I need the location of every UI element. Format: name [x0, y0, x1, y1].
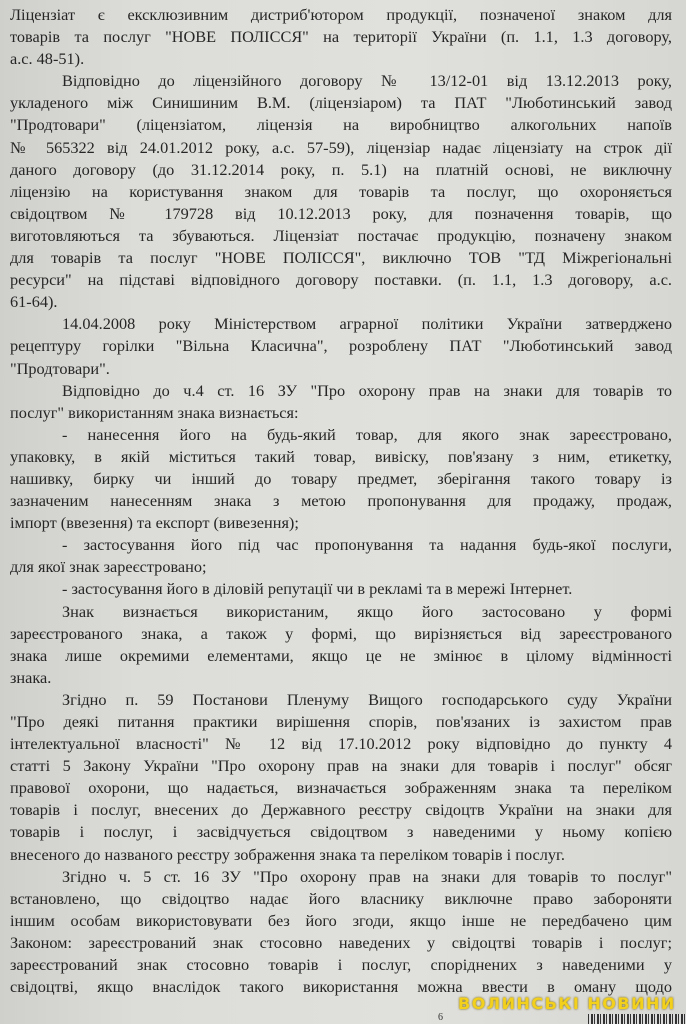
text-line: укладеного між Синишиним В.М. (ліцензіаром) та ПАТ "Люботинський завод	[10, 93, 672, 113]
text-line: іншим особам використовувати без його згоди, якщо інше не передбачено цим	[10, 910, 672, 930]
paragraph	[10, 424, 672, 534]
text-line: зареєстрований знак стосовно товарів і послуг, споріднених з наведеними у	[10, 955, 672, 975]
text-line: упаковку, в якій міститься такий товар, вивіску, пов'язану з ним, етикетку,	[10, 446, 672, 466]
text-line: - нанесення його на будь-який товар, для якого знак зареєстровано,	[62, 424, 672, 444]
text-line: товарів і послуг, внесених до Державного реєстру свідоцтв України на знаки для	[10, 800, 672, 820]
document-body	[10, 4, 672, 998]
text-line: інтелектуальної власності" № 12 від 17.10.2012 року відповідно до пункту 4	[10, 734, 672, 754]
text-line: для якої знак зареєстровано;	[10, 557, 207, 577]
text-line: Згідно ч. 5 ст. 16 ЗУ "Про охорону прав на знаки для товарів то послуг"	[62, 866, 672, 886]
text-line: нашивку, бирку чи інший до товару предмет, зберігання такого товару із	[10, 468, 672, 488]
text-line: знака лише окремими елементами, якщо це не змінює в цілому відмінності	[10, 645, 672, 665]
text-line: свідоцтвом № 179728 від 10.12.2013 року, для позначення товарів, що	[10, 203, 672, 223]
text-line: Згідно п. 59 Постанови Пленуму Вищого господарського суду України	[62, 689, 672, 709]
text-line: для товарів та послуг "НОВЕ ПОЛІССЯ", виключно ТОВ "ТД Міжрегіональні	[10, 248, 672, 268]
text-line: Відповідно до ліцензійного договору № 13/12-01 від 13.12.2013 року,	[62, 71, 672, 91]
text-line: ліцензію на користування знаком для товарів та послуг, що охороняється	[10, 181, 672, 201]
text-line: а.с. 48-51).	[10, 49, 85, 69]
paragraph	[10, 70, 672, 313]
text-line: - застосування його під час пропонування та надання будь-якої послуги,	[62, 535, 672, 555]
text-line: товарів та послуг "НОВЕ ПОЛІССЯ" на території України (п. 1.1, 1.3 договору,	[10, 27, 672, 47]
text-line: зазначеним нанесенням знака з метою пропонування для продажу, продаж,	[10, 491, 672, 511]
paragraph	[10, 534, 672, 578]
page-number: 6	[438, 1012, 443, 1023]
text-line: Знак визнається використаним, якщо його застосовано у формі	[62, 601, 672, 621]
text-line: рецептуру горілки "Вільна Класична", розроблену ПАТ "Люботинський завод	[10, 336, 672, 356]
paragraph	[10, 313, 672, 379]
text-line: 14.04.2008 року Міністерством аграрної політики України затверджено	[62, 314, 672, 334]
text-line: ресурси" на підставі відповідного договору поставки. (п. 1.1, 1.3 договору, а.с.	[10, 270, 672, 290]
text-line: даного договору (до 31.12.2014 року, п. 5.1) на платній основі, не виключну	[10, 159, 672, 179]
text-line: внесеного до названого реєстру зображення знака та переліком товарів і послуг.	[10, 844, 565, 864]
text-line: правової охорони, що надається, визначається зображенням знака та переліком	[10, 778, 672, 798]
paragraph	[10, 601, 672, 689]
text-line: Ліцензіат є ексклюзивним дистриб'ютором продукції, позначеної знаком для	[10, 5, 672, 24]
text-line: свідоцтві, якщо внаслідок такого використання можна ввести в оману щодо	[10, 977, 672, 997]
text-line: "Продтовари".	[10, 358, 110, 378]
text-line: зареєстрованого знака, а також у формі, що вирізняється від зареєстрованого	[10, 623, 672, 643]
text-line: № 565322 від 24.01.2012 року, а.с. 57-59), ліцензіар надає ліцензіату на строк дії	[10, 137, 672, 157]
watermark-logo: ВОЛИНСЬКІ НОВИНИ	[458, 994, 676, 1013]
text-line: Відповідно до ч.4 ст. 16 ЗУ "Про охорону прав на знаки для товарів то	[62, 380, 672, 400]
paragraph	[10, 4, 672, 70]
text-line: - застосування його в діловій репутації чи в рекламі та в мережі Інтернет.	[62, 579, 573, 599]
text-line: товарів і послуг, і засвідчується свідоцтвом з наведеними у ньому копією	[10, 822, 672, 842]
text-line: статті 5 Закону України "Про охорону прав на знаки для товарів і послуг" обсяг	[10, 756, 672, 776]
barcode-strip	[588, 1014, 686, 1024]
text-line: Законом: зареєстрований знак стосовно наведених у свідоцтві товарів і послуг;	[10, 932, 672, 952]
text-line: імпорт (ввезення) та експорт (вивезення);	[10, 513, 299, 533]
text-line: послуг" використанням знака визнається:	[10, 402, 299, 422]
text-line: встановлено, що свідоцтво надає його власнику виключне право забороняти	[10, 888, 672, 908]
paragraph	[10, 866, 672, 999]
paragraph	[10, 689, 672, 866]
text-line: знака.	[10, 667, 52, 687]
text-line: "Про деякі питання практики вирішення спорів, пов'язаних із захистом прав	[10, 712, 672, 731]
text-line: "Продтовари" (ліцензіатом, ліцензія на виробництво алкогольних напоїв	[10, 115, 672, 135]
paragraph	[10, 380, 672, 424]
text-line: виготовляються та збуваються. Ліцензіат постачає продукцію, позначену знаком	[10, 225, 672, 245]
text-line: 61-64).	[10, 292, 58, 312]
paragraph	[10, 578, 672, 600]
